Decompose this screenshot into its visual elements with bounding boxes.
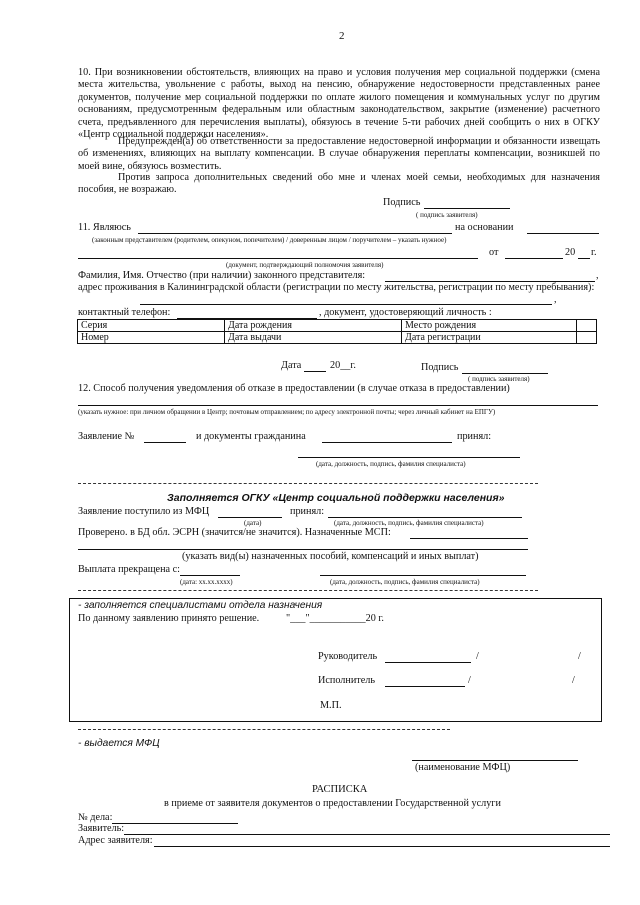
exec-slash: /	[468, 675, 471, 686]
applicant-field[interactable]	[124, 834, 610, 835]
year-20: 20	[565, 247, 576, 258]
separator	[78, 483, 538, 484]
paragraph-warning: Предупрежден(а) об ответственности за предоставление недостоверной информации и обязанности извещать об изменениях, влияющих на выплату компенсации. В случае обнаружения переплаты компенсации, возникшей по моей вине, обязуюсь возместить.	[78, 136, 600, 172]
msp-field[interactable]	[410, 538, 528, 539]
receipt-title: РАСПИСКА	[312, 784, 368, 795]
from-label: от	[489, 247, 499, 258]
signature-line[interactable]	[424, 208, 510, 209]
mfc-issued: - выдается МФЦ	[78, 738, 160, 749]
mfc-name-hint: (наименование МФЦ)	[415, 762, 511, 773]
msp-field-2[interactable]	[78, 549, 528, 550]
box-heading: - заполняется специалистами отдела назначения	[78, 600, 323, 611]
year-field[interactable]	[578, 258, 590, 259]
signature2-label: Подпись	[421, 362, 459, 373]
s12-label: 12. Способ получения уведомления об отказе в предоставлении (в случае отказа в предоставлении)	[78, 383, 510, 394]
address-field[interactable]	[140, 304, 552, 305]
separator-3	[78, 729, 450, 730]
payment-stop-date-field[interactable]	[180, 575, 240, 576]
s12-field[interactable]	[78, 405, 598, 406]
id-doc-label: , документ, удостоверяющий личность :	[319, 307, 492, 318]
s11-label: 11. Являюсь	[78, 222, 131, 233]
specialist-hint: (дата, должность, подпись, фамилия специалиста)	[316, 460, 466, 468]
issue-date-label: Дата выдачи	[225, 332, 402, 344]
app-no-field[interactable]	[144, 442, 186, 443]
case-no-field[interactable]	[112, 823, 238, 824]
checked-label: Проверено. в БД обл. ЭСРН (значится/не значится). Назначенные МСП:	[78, 527, 391, 538]
decision-date: "___"___________20 г.	[286, 613, 384, 624]
citizen-name-field[interactable]	[322, 442, 452, 443]
s12-hint: (указать нужное: при личном обращении в Центр; почтовым отправлением; по адресу электронной почты; через личный кабинет на ЕПГУ)	[78, 408, 496, 416]
s11-basis-label: на основании	[455, 222, 514, 233]
year-g: г.	[591, 247, 597, 258]
decision-label: По данному заявлению принято решение.	[78, 613, 260, 624]
date-day-field[interactable]	[304, 371, 326, 372]
date-label: Дата	[281, 360, 302, 371]
page-number: 2	[339, 30, 345, 42]
payment-specialist-hint: (дата, должность, подпись, фамилия специалиста)	[330, 578, 480, 586]
s11-role-field[interactable]	[138, 233, 452, 234]
mfc-accepted-label: принял:	[290, 506, 325, 517]
signature-label: Подпись	[383, 197, 421, 208]
paragraph-10: 10. При возникновении обстоятельств, влияющих на право и условия получения мер социальной поддержки (смена места жительства, увольнение с работы, выход на пенсию, обнаружение недостоверности представленных ранее документов, получение мер социальной поддержки по оплате жилого помещения и коммунальных услуг по другим основаниям, предусмотренным федеральным или областным законодательством, закрытие (изменение) расчетного счета, предъявленного для перечисления выплаты), обязуюсь в течение 5-ти рабочих дней сообщить о них в ОГКУ «Центр социальной поддержки населения».	[78, 67, 600, 141]
birth-place-field[interactable]	[577, 320, 597, 332]
app-no-label: Заявление №	[78, 431, 135, 442]
rep-name-label: Фамилия, Имя. Отчество (при наличии) законного представителя:	[78, 270, 366, 281]
applicant-address-label: Адрес заявителя:	[78, 835, 153, 846]
payment-specialist-field[interactable]	[320, 575, 526, 576]
signature-hint: ( подпись заявителя)	[416, 211, 478, 219]
applicant-address-field[interactable]	[154, 846, 610, 847]
exec-label: Исполнитель	[318, 675, 375, 686]
address-comma: ,	[554, 294, 557, 305]
number-label: Номер	[78, 332, 225, 344]
rep-name-comma: ,	[596, 270, 599, 281]
s11-basis-field[interactable]	[527, 233, 599, 234]
phone-label: контактный телефон:	[78, 307, 171, 318]
specialist-field[interactable]	[298, 457, 520, 458]
head-label: Руководитель	[318, 651, 378, 662]
paragraph-no-objection: Против запроса дополнительных сведений обо мне и членах моей семьи, необходимых для назначения пособия, не возражаю.	[78, 172, 600, 196]
auth-doc-hint: (документ, подтверждающий полномочия заявителя)	[226, 261, 384, 269]
table-row	[78, 332, 597, 344]
auth-doc-field[interactable]	[78, 258, 478, 259]
address-label: адрес проживания в Калининградской области (регистрации по месту жительства, регистрации по месту пребывания):	[78, 282, 595, 293]
accepted-label: принял:	[457, 431, 492, 442]
birth-date-label: Дата рождения	[225, 320, 402, 332]
payment-stopped-label: Выплата прекращена с:	[78, 564, 180, 575]
signature2-line[interactable]	[462, 373, 548, 374]
applicant-label: Заявитель:	[78, 823, 125, 834]
mfc-date-field[interactable]	[218, 517, 282, 518]
auth-doc-date-field[interactable]	[505, 258, 563, 259]
mfc-specialist-hint: (дата, должность, подпись, фамилия специалиста)	[334, 519, 484, 527]
date-format-hint: (дата: хх.хх.хххх)	[180, 578, 233, 586]
id-document-table	[77, 319, 597, 344]
mfc-received-label: Заявление поступило из МФЦ	[78, 506, 210, 517]
head-slash: /	[476, 651, 479, 662]
signature2-hint: ( подпись заявителя)	[468, 375, 530, 383]
date-year: 20__г.	[330, 360, 356, 371]
series-label: Серия	[78, 320, 225, 332]
registration-date-label: Дата регистрации	[402, 332, 577, 344]
mfc-name-field[interactable]	[412, 760, 578, 761]
case-no-label: № дела:	[78, 812, 113, 823]
head-signature-field[interactable]	[385, 662, 471, 663]
receipt-subtitle: в приеме от заявителя документов о предоставлении Государственной услуги	[164, 798, 501, 809]
benefits-hint: (указать вид(ы) назначенных пособий, компенсаций и иных выплат)	[182, 551, 479, 562]
exec-slash-2: /	[572, 675, 575, 686]
head-slash-2: /	[578, 651, 581, 662]
csp-heading: Заполняется ОГКУ «Центр социальной поддержки населения»	[167, 492, 505, 504]
separator-2	[78, 590, 538, 591]
docs-citizen-label: и документы гражданина	[196, 431, 306, 442]
mfc-specialist-field[interactable]	[328, 517, 522, 518]
exec-signature-field[interactable]	[385, 686, 465, 687]
date-hint: (дата)	[244, 519, 262, 527]
birth-place-label: Место рождения	[402, 320, 577, 332]
table-row	[78, 320, 597, 332]
registration-date-field[interactable]	[577, 332, 597, 344]
s11-hint: (законным представителем (родителем, опекуном, попечителем) / доверенным лицом / поручителем – указать нужное)	[92, 236, 447, 244]
stamp-label: М.П.	[320, 700, 342, 711]
